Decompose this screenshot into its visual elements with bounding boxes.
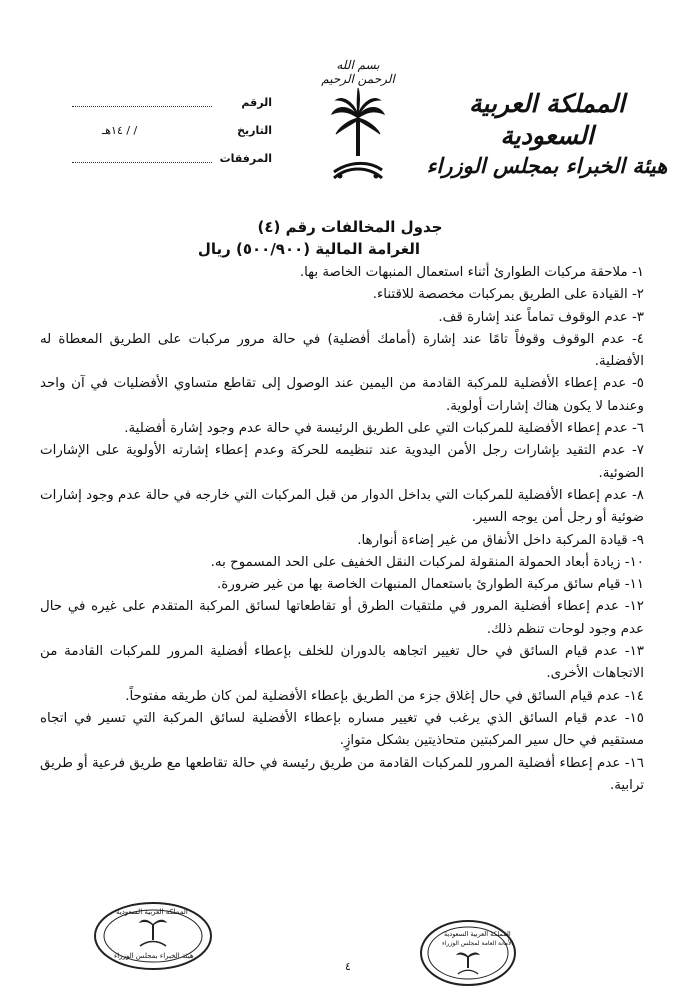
fine-subtitle: الغرامة المالية (٥٠٠/٩٠٠) ريال	[197, 240, 420, 258]
ref-field	[72, 106, 212, 107]
basmala: بسم الله الرحمن الرحيم	[321, 58, 395, 86]
list-item: ٧- عدم التقيد بإشارات رجل الأمن اليدوية عند تنظيمه للحركة وعدم إعطاء إشارته الأولوية على الإشارات الضوئية.	[40, 443, 644, 481]
palm-swords-emblem-icon	[330, 86, 386, 190]
left-seal-stamp	[92, 900, 214, 976]
date-label: التاريخ	[237, 124, 272, 137]
list-item: ١٤- عدم قيام السائق في حال إغلاق جزء من الطريق بإعطاء الأفضلية لمن كان طريقه مفتوحاً.	[125, 688, 644, 704]
right-seal-mid-text: الأمانة العامة لمجلس الوزراء	[442, 940, 514, 947]
list-item: ١٥- عدم قيام السائق الذي يرغب في تغيير مساره بإعطاء الأفضلية لسائق المركبة التي تسير في اتجاه مستقيم في حال سير المركبتين متحاذيتين بشكل متوازٍ.	[40, 710, 644, 749]
list-item: ٣- عدم الوقوف تماماً عند إشارة قف.	[438, 309, 644, 325]
list-item: ١٠- زيادة أبعاد الحمولة المنقولة لمركبات النقل الخفيف على الحد المسموح به.	[210, 554, 644, 570]
violations-list	[40, 262, 644, 797]
list-item: ٥- عدم إعطاء الأفضلية للمركبة القادمة من اليمين عند الوصول إلى تقاطع متساوي الأفضليات في آن واحد وعندما لا يكون هناك إشارات أولوية.	[40, 376, 644, 414]
left-seal-bottom-text: هيئة الخبراء بمجلس الوزراء	[114, 952, 194, 960]
letterhead-country: المملكة العربية السعودية	[469, 89, 625, 150]
list-item: ١- ملاحقة مركبات الطوارئ أثناء استعمال المنبهات الخاصة بها.	[299, 265, 644, 280]
list-item: ٤- عدم الوقوف وقوفاً تامًا عند إشارة (أمامك أفضلية) في حالة مرور مركبات على الطريق المعطاة له الأفضلية.	[40, 331, 644, 370]
page-number: ٤	[345, 960, 351, 973]
list-item: ٨- عدم إعطاء الأفضلية للمركبات التي بداخل الدوار من قبل المركبات التي خارجه في حالة عدم وجود إشارات ضوئية أو رجل أمن يوجه السير.	[40, 487, 644, 526]
table-title: جدول المخالفات رقم (٤)	[257, 218, 443, 236]
list-item: ٦- عدم إعطاء الأفضلية للمركبات التي على الطريق الرئيسة في حالة عدم وجود إشارة أفضلية.	[124, 421, 644, 437]
list-item: ٩- قيادة المركبة داخل الأنفاق من غير إضاءة أنوارها.	[357, 532, 644, 548]
attachments-label: المرفقات	[219, 152, 272, 165]
letterhead	[422, 88, 672, 180]
right-seal-top-text: المملكة العربية السعودية	[444, 930, 511, 938]
list-item: ١٣- عدم قيام السائق في حال تغيير اتجاهه بالدوران للخلف بإعطاء أفضلية المرور للمركبات القادمة من الاتجاهات الأخرى.	[40, 644, 644, 682]
document-meta	[72, 96, 272, 180]
ref-label: الرقم	[241, 96, 272, 109]
right-seal-stamp	[418, 918, 518, 992]
list-item: ١٢- عدم إعطاء أفضلية المرور في ملتقيات الطرق أو تقاطعاتها لسائق المركبة المتقدم على غيره في حال عدم وجود لوحات تنظم ذلك.	[40, 599, 644, 637]
list-item: ١١- قيام سائق مركبة الطوارئ باستعمال المنبهات الخاصة بها من غير ضرورة.	[217, 577, 644, 593]
left-seal-top-text: المملكة العربية السعودية	[116, 908, 188, 916]
list-item: ١٦- عدم إعطاء أفضلية المرور للمركبات القادمة من طريق رئيسة في حالة تقاطعها مع طريق فرعية أو طريق ترابية.	[40, 755, 644, 793]
attachments-field	[72, 162, 212, 163]
date-value: / / ١٤هـ	[102, 124, 138, 137]
letterhead-authority: هيئة الخبراء بمجلس الوزراء	[426, 153, 668, 178]
list-item: ٢- القيادة على الطريق بمركبات مخصصة للاقتناء.	[372, 287, 644, 303]
